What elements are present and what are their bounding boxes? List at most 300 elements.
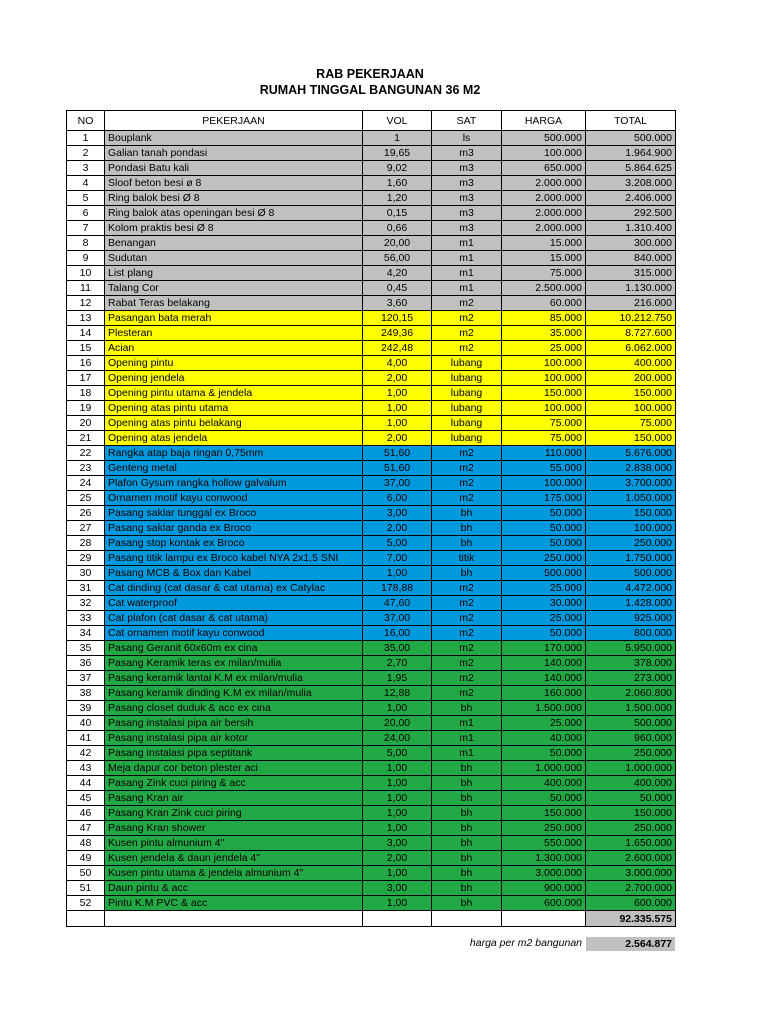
cell-unit: bh — [432, 536, 502, 551]
cell-total: 150.000 — [586, 806, 676, 821]
grand-total-row — [67, 911, 676, 927]
cell-price: 900.000 — [502, 881, 586, 896]
cell-total: 250.000 — [586, 746, 676, 761]
cell-unit: titik — [432, 551, 502, 566]
table-row — [67, 761, 676, 776]
cell-total: 1.500.000 — [586, 701, 676, 716]
cell-vol: 3,00 — [363, 881, 432, 896]
cell-work: Pasang Kran Zink cuci piring — [105, 806, 363, 821]
cell-unit: lubang — [432, 356, 502, 371]
grand-total-value: 92.335.575 — [586, 911, 676, 927]
cell-work: Opening jendela — [105, 371, 363, 386]
table-row — [67, 251, 676, 266]
table-row — [67, 281, 676, 296]
cell-vol: 37,00 — [363, 611, 432, 626]
cell-vol: 1,60 — [363, 176, 432, 191]
cell-vol: 3,00 — [363, 506, 432, 521]
cell-total: 925.000 — [586, 611, 676, 626]
document-title: RAB PEKERJAAN — [316, 67, 424, 81]
empty-cell — [67, 911, 105, 927]
cell-price: 75.000 — [502, 416, 586, 431]
cell-price: 100.000 — [502, 356, 586, 371]
cell-vol: 6,00 — [363, 491, 432, 506]
cell-total: 600.000 — [586, 896, 676, 911]
cell-unit: bh — [432, 896, 502, 911]
table-row — [67, 221, 676, 236]
cell-unit: m1 — [432, 266, 502, 281]
cell-vol: 1 — [363, 131, 432, 146]
cell-no: 21 — [67, 431, 105, 446]
cell-work: Opening pintu utama & jendela — [105, 386, 363, 401]
cell-work: Opening atas pintu utama — [105, 401, 363, 416]
cell-vol: 9,02 — [363, 161, 432, 176]
table-row — [67, 446, 676, 461]
table-row — [67, 551, 676, 566]
table-row — [67, 416, 676, 431]
cell-total: 1.428.000 — [586, 596, 676, 611]
cell-vol: 1,00 — [363, 791, 432, 806]
cell-work: Cat waterproof — [105, 596, 363, 611]
cell-total: 3.208.000 — [586, 176, 676, 191]
cell-price: 15.000 — [502, 251, 586, 266]
cell-unit: ls — [432, 131, 502, 146]
cell-total: 1.964.900 — [586, 146, 676, 161]
cell-price: 25.000 — [502, 341, 586, 356]
cell-work: Ornamen motif kayu conwood — [105, 491, 363, 506]
cell-total: 50.000 — [586, 791, 676, 806]
table-row — [67, 626, 676, 641]
table-row — [67, 401, 676, 416]
cell-total: 1.650.000 — [586, 836, 676, 851]
cell-vol: 1,00 — [363, 806, 432, 821]
cell-no: 43 — [67, 761, 105, 776]
cell-vol: 0,45 — [363, 281, 432, 296]
cell-vol: 2,00 — [363, 371, 432, 386]
cell-work: Acian — [105, 341, 363, 356]
table-row — [67, 716, 676, 731]
cell-unit: lubang — [432, 401, 502, 416]
cell-no: 13 — [67, 311, 105, 326]
table-row — [67, 371, 676, 386]
cell-unit: m2 — [432, 341, 502, 356]
cell-work: Opening pintu — [105, 356, 363, 371]
cell-unit: bh — [432, 521, 502, 536]
table-row — [67, 176, 676, 191]
cell-work: Talang Cor — [105, 281, 363, 296]
cell-vol: 1,00 — [363, 896, 432, 911]
cell-vol: 51,60 — [363, 446, 432, 461]
cell-total: 1.310.400 — [586, 221, 676, 236]
cell-price: 110.000 — [502, 446, 586, 461]
cell-vol: 0,66 — [363, 221, 432, 236]
cell-total: 1.750.000 — [586, 551, 676, 566]
cell-no: 14 — [67, 326, 105, 341]
empty-cell — [363, 911, 432, 927]
cell-total: 100.000 — [586, 521, 676, 536]
cell-unit: m2 — [432, 461, 502, 476]
cell-unit: m3 — [432, 206, 502, 221]
cell-no: 28 — [67, 536, 105, 551]
table-row — [67, 596, 676, 611]
cell-price: 150.000 — [502, 386, 586, 401]
table-row — [67, 671, 676, 686]
cell-work: Rangka atap baja ringan 0,75mm — [105, 446, 363, 461]
cell-unit: lubang — [432, 371, 502, 386]
cell-work: Pasang closet duduk & acc ex cina — [105, 701, 363, 716]
table-row — [67, 461, 676, 476]
cost-estimate-table — [66, 110, 676, 927]
table-row — [67, 536, 676, 551]
cell-vol: 1,00 — [363, 776, 432, 791]
cell-price: 25.000 — [502, 611, 586, 626]
cell-no: 48 — [67, 836, 105, 851]
cell-no: 26 — [67, 506, 105, 521]
empty-cell — [432, 911, 502, 927]
table-row — [67, 776, 676, 791]
cell-total: 100.000 — [586, 401, 676, 416]
cell-vol: 1,95 — [363, 671, 432, 686]
cell-unit: m2 — [432, 641, 502, 656]
cell-work: List plang — [105, 266, 363, 281]
cell-vol: 35,00 — [363, 641, 432, 656]
cell-unit: bh — [432, 866, 502, 881]
cell-work: Cat dinding (cat dasar & cat utama) ex Catylac — [105, 581, 363, 596]
cell-total: 1.130.000 — [586, 281, 676, 296]
cell-no: 37 — [67, 671, 105, 686]
cell-work: Pasang stop kontak ex Broco — [105, 536, 363, 551]
cell-vol: 24,00 — [363, 731, 432, 746]
table-row — [67, 656, 676, 671]
cell-work: Bouplank — [105, 131, 363, 146]
cell-no: 35 — [67, 641, 105, 656]
cell-unit: bh — [432, 821, 502, 836]
cell-price: 2.000.000 — [502, 221, 586, 236]
table-row — [67, 356, 676, 371]
cell-total: 300.000 — [586, 236, 676, 251]
cell-no: 38 — [67, 686, 105, 701]
cell-no: 47 — [67, 821, 105, 836]
cell-price: 75.000 — [502, 431, 586, 446]
cell-no: 45 — [67, 791, 105, 806]
cell-no: 42 — [67, 746, 105, 761]
cell-unit: m2 — [432, 326, 502, 341]
cell-total: 500.000 — [586, 716, 676, 731]
cell-unit: lubang — [432, 386, 502, 401]
cell-vol: 1,00 — [363, 821, 432, 836]
cell-price: 50.000 — [502, 506, 586, 521]
cell-work: Pasang instalasi pipa septitank — [105, 746, 363, 761]
cell-vol: 20,00 — [363, 236, 432, 251]
cell-vol: 1,20 — [363, 191, 432, 206]
cell-no: 50 — [67, 866, 105, 881]
cell-unit: m3 — [432, 146, 502, 161]
cell-work: Sudutan — [105, 251, 363, 266]
cell-unit: bh — [432, 836, 502, 851]
cell-work: Opening atas jendela — [105, 431, 363, 446]
cell-price: 175.000 — [502, 491, 586, 506]
table-row — [67, 821, 676, 836]
cell-total: 400.000 — [586, 356, 676, 371]
cell-price: 550.000 — [502, 836, 586, 851]
table-row — [67, 581, 676, 596]
cell-work: Genteng metal — [105, 461, 363, 476]
cell-vol: 1,00 — [363, 401, 432, 416]
cell-price: 100.000 — [502, 476, 586, 491]
cell-unit: m2 — [432, 611, 502, 626]
cell-price: 100.000 — [502, 401, 586, 416]
cell-vol: 3,00 — [363, 836, 432, 851]
cell-work: Pondasi Batu kali — [105, 161, 363, 176]
cell-unit: m2 — [432, 581, 502, 596]
header-unit: SAT — [432, 111, 502, 131]
cell-total: 5.950.000 — [586, 641, 676, 656]
cell-work: Pasang keramik dinding K.M ex milan/mulia — [105, 686, 363, 701]
cell-vol: 178,88 — [363, 581, 432, 596]
header-vol: VOL — [363, 111, 432, 131]
cell-no: 33 — [67, 611, 105, 626]
header-no: NO — [67, 111, 105, 131]
table-row — [67, 896, 676, 911]
cell-vol: 2,00 — [363, 851, 432, 866]
cell-no: 41 — [67, 731, 105, 746]
cell-no: 52 — [67, 896, 105, 911]
cell-no: 32 — [67, 596, 105, 611]
cell-work: Opening atas pintu belakang — [105, 416, 363, 431]
table-row — [67, 506, 676, 521]
table-row — [67, 161, 676, 176]
cell-price: 25.000 — [502, 716, 586, 731]
cell-no: 6 — [67, 206, 105, 221]
price-per-m2-value: 2.564.877 — [586, 937, 675, 951]
cell-unit: m2 — [432, 626, 502, 641]
table-row — [67, 146, 676, 161]
cell-work: Kolom praktis besi Ø 8 — [105, 221, 363, 236]
table-row — [67, 326, 676, 341]
cell-total: 840.000 — [586, 251, 676, 266]
cell-work: Pasang Kran air — [105, 791, 363, 806]
cell-vol: 5,00 — [363, 746, 432, 761]
cell-no: 25 — [67, 491, 105, 506]
cell-unit: m2 — [432, 656, 502, 671]
cell-work: Pasang instalasi pipa air bersih — [105, 716, 363, 731]
cell-vol: 4,20 — [363, 266, 432, 281]
cell-price: 50.000 — [502, 791, 586, 806]
cell-unit: bh — [432, 761, 502, 776]
table-row — [67, 791, 676, 806]
cell-price: 15.000 — [502, 236, 586, 251]
cell-unit: lubang — [432, 416, 502, 431]
cell-total: 292.500 — [586, 206, 676, 221]
cell-vol: 1,00 — [363, 866, 432, 881]
table-row — [67, 386, 676, 401]
cell-total: 250.000 — [586, 536, 676, 551]
cell-work: Meja dapur cor beton plester aci — [105, 761, 363, 776]
cell-no: 29 — [67, 551, 105, 566]
cell-total: 150.000 — [586, 506, 676, 521]
cell-price: 160.000 — [502, 686, 586, 701]
cell-vol: 7,00 — [363, 551, 432, 566]
cell-price: 500.000 — [502, 131, 586, 146]
cell-vol: 12,88 — [363, 686, 432, 701]
cell-price: 3.000.000 — [502, 866, 586, 881]
table-row — [67, 881, 676, 896]
cell-work: Plesteran — [105, 326, 363, 341]
cell-work: Cat ornamen motif kayu conwood — [105, 626, 363, 641]
cell-unit: m2 — [432, 311, 502, 326]
cell-vol: 242,48 — [363, 341, 432, 356]
cell-vol: 4,00 — [363, 356, 432, 371]
cell-price: 2.000.000 — [502, 206, 586, 221]
cell-no: 15 — [67, 341, 105, 356]
cell-vol: 1,00 — [363, 566, 432, 581]
cell-no: 34 — [67, 626, 105, 641]
cell-price: 50.000 — [502, 746, 586, 761]
cell-work: Pasang saklar ganda ex Broco — [105, 521, 363, 536]
cell-price: 140.000 — [502, 671, 586, 686]
cell-unit: m3 — [432, 161, 502, 176]
cell-unit: m2 — [432, 686, 502, 701]
cell-price: 500.000 — [502, 566, 586, 581]
cell-price: 55.000 — [502, 461, 586, 476]
cell-total: 400.000 — [586, 776, 676, 791]
cell-unit: bh — [432, 791, 502, 806]
cell-total: 378.000 — [586, 656, 676, 671]
cell-price: 2.000.000 — [502, 191, 586, 206]
cell-total: 5.864.625 — [586, 161, 676, 176]
cell-unit: lubang — [432, 431, 502, 446]
cell-price: 150.000 — [502, 806, 586, 821]
cell-price: 1.500.000 — [502, 701, 586, 716]
cell-unit: bh — [432, 806, 502, 821]
cell-no: 12 — [67, 296, 105, 311]
cell-total: 6.062.000 — [586, 341, 676, 356]
cell-total: 500.000 — [586, 566, 676, 581]
table-row — [67, 266, 676, 281]
cell-work: Galian tanah pondasi — [105, 146, 363, 161]
cell-total: 250.000 — [586, 821, 676, 836]
table-row — [67, 566, 676, 581]
cell-work: Pasang Zink cuci piring & acc — [105, 776, 363, 791]
cell-no: 4 — [67, 176, 105, 191]
cell-price: 50.000 — [502, 626, 586, 641]
cell-no: 40 — [67, 716, 105, 731]
cell-unit: m3 — [432, 176, 502, 191]
table-row — [67, 521, 676, 536]
cell-no: 8 — [67, 236, 105, 251]
cell-price: 100.000 — [502, 146, 586, 161]
cell-price: 50.000 — [502, 521, 586, 536]
cell-no: 9 — [67, 251, 105, 266]
cell-total: 2.600.000 — [586, 851, 676, 866]
cell-unit: m2 — [432, 446, 502, 461]
cell-work: Benangan — [105, 236, 363, 251]
cell-vol: 5,00 — [363, 536, 432, 551]
table-row — [67, 611, 676, 626]
cell-unit: m3 — [432, 191, 502, 206]
cell-price: 85.000 — [502, 311, 586, 326]
cell-unit: bh — [432, 776, 502, 791]
cell-no: 31 — [67, 581, 105, 596]
cell-work: Rabat Teras belakang — [105, 296, 363, 311]
cell-work: Pasang Kran shower — [105, 821, 363, 836]
cell-vol: 1,00 — [363, 416, 432, 431]
cell-no: 51 — [67, 881, 105, 896]
cell-total: 2.700.000 — [586, 881, 676, 896]
cell-total: 500.000 — [586, 131, 676, 146]
cell-work: Plafon Gysum rangka hollow galvalum — [105, 476, 363, 491]
cell-no: 23 — [67, 461, 105, 476]
cell-no: 2 — [67, 146, 105, 161]
cell-work: Daun pintu & acc — [105, 881, 363, 896]
cell-unit: m1 — [432, 731, 502, 746]
cell-no: 27 — [67, 521, 105, 536]
cell-unit: bh — [432, 701, 502, 716]
cell-work: Ring balok atas openingan besi Ø 8 — [105, 206, 363, 221]
cell-vol: 2,70 — [363, 656, 432, 671]
cell-total: 3.000.000 — [586, 866, 676, 881]
cell-vol: 47,60 — [363, 596, 432, 611]
cell-price: 2.500.000 — [502, 281, 586, 296]
table-row — [67, 746, 676, 761]
empty-cell — [502, 911, 586, 927]
cell-work: Pintu K.M PVC & acc — [105, 896, 363, 911]
table-row — [67, 701, 676, 716]
table-header-row — [67, 111, 676, 131]
cell-total: 216.000 — [586, 296, 676, 311]
cell-vol: 1,00 — [363, 386, 432, 401]
table-row — [67, 191, 676, 206]
cell-total: 4.472.000 — [586, 581, 676, 596]
cell-no: 22 — [67, 446, 105, 461]
table-row — [67, 431, 676, 446]
cell-price: 650.000 — [502, 161, 586, 176]
header-work: PEKERJAAN — [105, 111, 363, 131]
cell-unit: m2 — [432, 476, 502, 491]
table-row — [67, 476, 676, 491]
cell-price: 140.000 — [502, 656, 586, 671]
cell-price: 600.000 — [502, 896, 586, 911]
cell-unit: m3 — [432, 221, 502, 236]
cell-total: 1.050.000 — [586, 491, 676, 506]
price-per-m2-label: harga per m2 bangunan — [469, 937, 582, 949]
table-row — [67, 491, 676, 506]
cell-unit: bh — [432, 566, 502, 581]
cell-vol: 1,00 — [363, 701, 432, 716]
table-row — [67, 836, 676, 851]
cell-price: 1.300.000 — [502, 851, 586, 866]
cell-price: 100.000 — [502, 371, 586, 386]
table-row — [67, 206, 676, 221]
cell-work: Sloof beton besi ø 8 — [105, 176, 363, 191]
cell-no: 10 — [67, 266, 105, 281]
cell-total: 1.000.000 — [586, 761, 676, 776]
table-body — [67, 131, 676, 911]
cell-no: 44 — [67, 776, 105, 791]
cell-no: 16 — [67, 356, 105, 371]
cell-price: 25.000 — [502, 581, 586, 596]
cell-work: Kusen jendela & daun jendela 4" — [105, 851, 363, 866]
cell-vol: 56,00 — [363, 251, 432, 266]
cell-vol: 51,60 — [363, 461, 432, 476]
cell-unit: bh — [432, 506, 502, 521]
cell-no: 18 — [67, 386, 105, 401]
cell-no: 19 — [67, 401, 105, 416]
cell-price: 75.000 — [502, 266, 586, 281]
cell-vol: 16,00 — [363, 626, 432, 641]
cell-price: 60.000 — [502, 296, 586, 311]
cell-price: 40.000 — [502, 731, 586, 746]
table-row — [67, 131, 676, 146]
